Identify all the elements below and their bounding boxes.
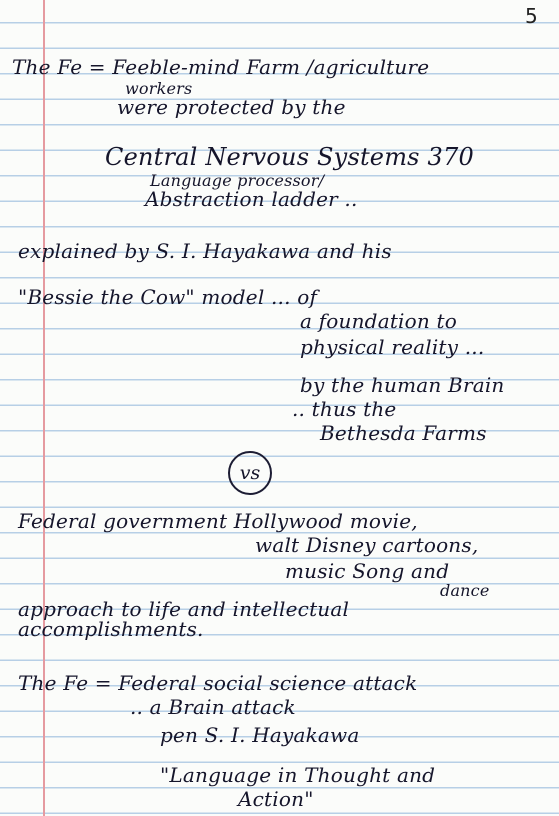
handwritten-line: accomplishments. — [18, 617, 204, 641]
handwritten-line: by the human Brain — [300, 373, 505, 397]
handwritten-line: .. a Brain attack — [130, 695, 296, 719]
handwritten-line: dance — [440, 581, 490, 600]
handwritten-line: .. thus the — [292, 397, 397, 421]
vs-circle: vs — [228, 451, 272, 495]
handwritten-line: Language processor/ — [150, 171, 325, 190]
handwritten-line: "Bessie the Cow" model ... of — [18, 285, 318, 309]
handwritten-line: a foundation to — [300, 309, 458, 333]
handwritten-line: Abstraction ladder .. — [145, 187, 358, 211]
handwritten-line: physical reality ... — [300, 335, 485, 359]
handwritten-line: explained by S. I. Hayakawa and his — [18, 239, 392, 263]
handwritten-line: Federal government Hollywood movie, — [18, 509, 418, 533]
handwritten-line: Bethesda Farms — [320, 421, 487, 445]
handwritten-line: pen S. I. Hayakawa — [160, 723, 360, 747]
handwritten-line: approach to life and intellectual — [18, 597, 350, 621]
handwritten-line: workers — [125, 79, 193, 98]
handwritten-line: "Language in Thought and — [160, 763, 436, 787]
handwritten-line: were protected by the — [117, 95, 346, 119]
handwritten-line: The Fe = Federal social science attack — [18, 671, 418, 695]
handwritten-line: walt Disney cartoons, — [255, 533, 479, 557]
handwritten-line: Action" — [238, 787, 314, 811]
handwritten-line: Central Nervous Systems 370 — [105, 143, 474, 171]
handwritten-line: The Fe = Feeble-mind Farm /agriculture — [12, 55, 430, 79]
handwritten-line: music Song and — [285, 559, 450, 583]
page-number: 5 — [525, 4, 538, 28]
